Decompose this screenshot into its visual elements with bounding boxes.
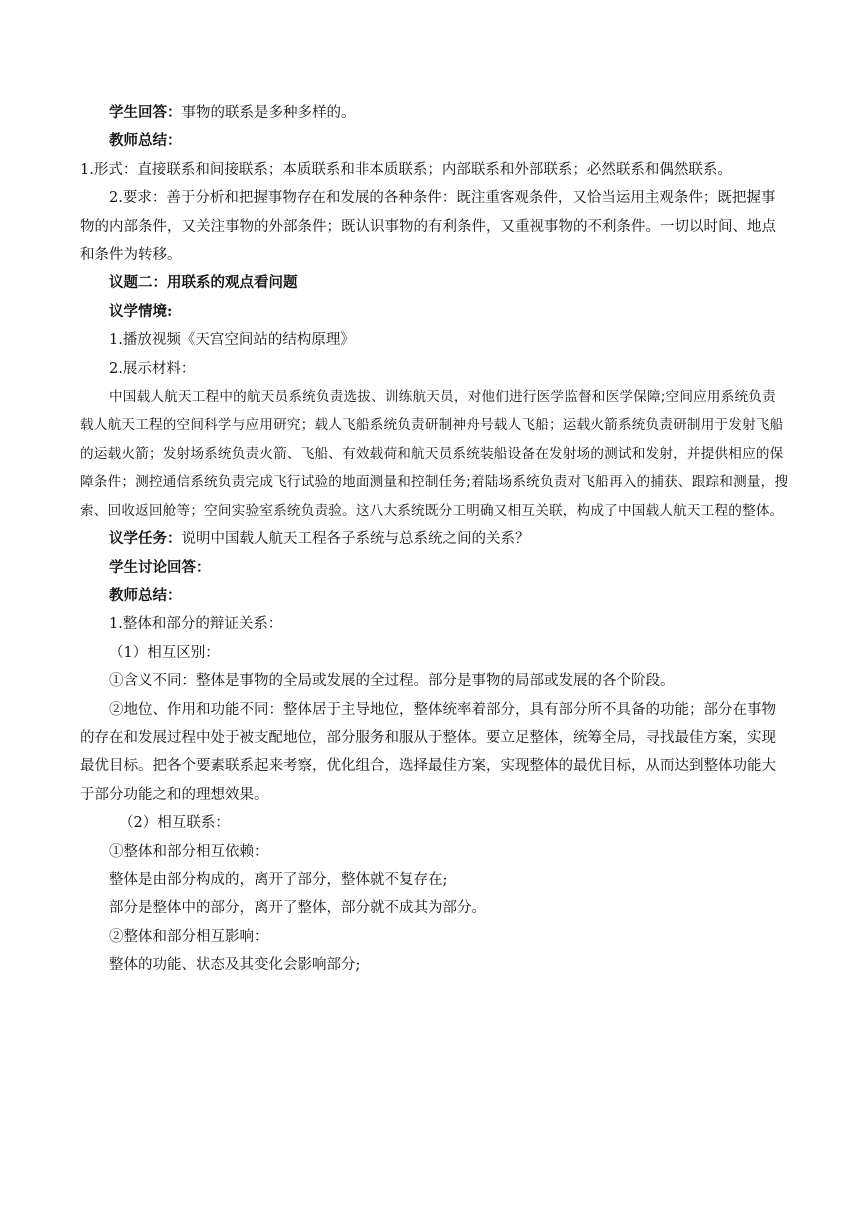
label-discussion: 学生讨论回答： xyxy=(109,558,211,576)
paragraph-meaning xyxy=(80,667,789,695)
text-student-answer: 事物的联系是多种多样的。 xyxy=(181,105,356,121)
paragraph-student-answer xyxy=(80,99,789,127)
paragraph-teacher-summary-1 xyxy=(80,127,789,155)
text-meaning: ①含义不同：整体是事物的全局或发展的全过程。部分是事物的局部或发展的各个阶段。 xyxy=(109,673,675,690)
label-teacher-summary-1: 教师总结： xyxy=(109,132,182,150)
paragraph-whole-composed xyxy=(80,866,789,894)
paragraph-whole-part xyxy=(80,610,789,638)
text-distinction: （1）相互区别： xyxy=(109,644,220,661)
paragraph-task xyxy=(80,525,789,553)
text-requirements: 2.要求：善于分析和把握事物存在和发展的各种条件：既注重客观条件，又恰当运用主观条件；既把握事物的内部条件，又关注事物的外部条件；既认识事物的有利条件，又重视事物的不利条件。一切以时间、地点和条件为转移。 xyxy=(80,190,776,264)
text-status: ②地位、作用和功能不同：整体居于主导地位，整体统率着部分，具有部分所不具备的功能；部分在事物的存在和发展过程中处于被支配地位，部分服务和服从于整体。要立足整体，统筹全局，寻找最佳方案，实现最优目标。把各个要素联系起来考察，优化组合，选择最佳方案，实现整体的最优目标，从而达到整体功能大于部分功能之和的理想效果。 xyxy=(80,701,776,803)
paragraph-requirements xyxy=(80,184,789,269)
text-whole-composed: 整体是由部分构成的，离开了部分，整体就不复存在; xyxy=(109,871,448,888)
paragraph-influence xyxy=(80,923,789,951)
paragraph-connection xyxy=(80,809,789,837)
paragraph-scenario xyxy=(80,298,789,326)
paragraph-topic-two xyxy=(80,269,789,297)
text-influence: ②整体和部分相互影响： xyxy=(109,928,269,945)
paragraph-status xyxy=(80,696,789,810)
label-task: 议学任务： xyxy=(109,530,182,548)
text-whole-part: 1.整体和部分的辩证关系： xyxy=(109,616,283,633)
text-task: 说明中国载人航天工程各子系统与总系统之间的关系？ xyxy=(181,531,530,548)
paragraph-video xyxy=(80,326,789,354)
text-show-material: 2.展示材料： xyxy=(109,360,196,377)
text-whole-function: 整体的功能、状态及其变化会影响部分; xyxy=(109,957,361,974)
paragraph-teacher-summary-2 xyxy=(80,582,789,610)
paragraph-forms xyxy=(80,156,789,184)
text-dependence: ①整体和部分相互依赖： xyxy=(109,843,269,860)
paragraph-distinction xyxy=(80,639,789,667)
paragraph-part-of-whole xyxy=(80,894,789,922)
heading-topic-two: 议题二：用联系的观点看问题 xyxy=(109,274,298,292)
paragraph-whole-function xyxy=(80,951,789,979)
text-forms: 1.形式：直接联系和间接联系；本质联系和非本质联系；内部联系和外部联系；必然联系和偶然联系。 xyxy=(80,161,732,178)
text-part-of-whole: 部分是整体中的部分，离开了整体，部分就不成其为部分。 xyxy=(109,900,486,917)
label-teacher-summary-2: 教师总结： xyxy=(109,586,182,604)
label-scenario: 议学情境: xyxy=(109,302,173,320)
paragraph-show-material xyxy=(80,355,789,383)
paragraph-discussion xyxy=(80,554,789,582)
paragraph-material xyxy=(80,383,789,525)
text-connection: （2）相互联系： xyxy=(119,815,230,832)
document-body xyxy=(80,99,789,980)
label-student-answer: 学生回答： xyxy=(109,104,182,121)
paragraph-dependence xyxy=(80,838,789,866)
text-material: 中国载人航天工程中的航天员系统负责选拔、训练航天员，对他们进行医学监督和医学保障;空间应用系统负责载人航天工程的空间科学与应用研究；载人飞船系统负责研制神舟号载人飞船；运载火箭系统负责研制用于发射飞船的运载火箭；发射场系统负责火箭、飞船、有效载荷和航天员系统装船设备在发射场的测试和发射，并提供相应的保障条件；测控通信系统负责完成飞行试验的地面测量和控制任务;着陆场系统负责对飞船再入的捕获、跟踪和测量，搜索、回收返回舱等；空间实验室系统负责验。这八大系统既分工明确又相互关联，构成了中国载人航天工程的整体。 xyxy=(80,389,789,519)
text-video: 1.播放视频《天宫空间站的结构原理》 xyxy=(109,332,355,349)
